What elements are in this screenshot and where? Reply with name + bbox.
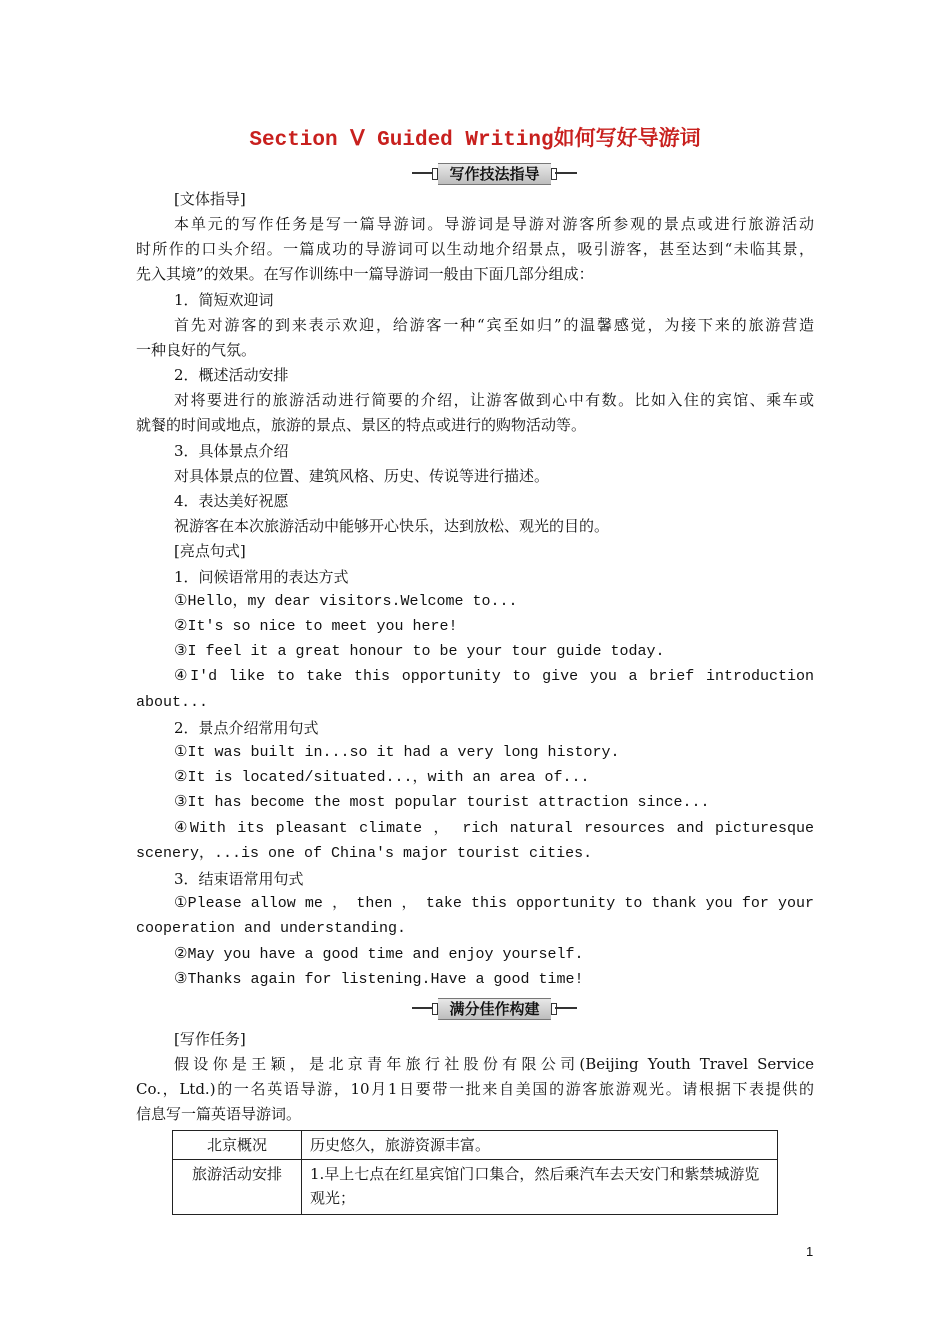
title-chinese: 如何写好导游词	[553, 126, 701, 150]
text-line: ④With its pleasant climate ， rich natural resources and picturesque	[174, 820, 814, 837]
text-line: 假设你是王颖，是北京青年旅行社股份有限公司(Beijing Youth Travel Service	[174, 1055, 814, 1073]
text-line: 祝游客在本次旅游活动中能够开心快乐，达到放松、观光的目的。	[174, 517, 610, 535]
text-line: 对将要进行的旅游活动进行简要的介绍，让游客做到心中有数。比如入住的宾馆、乘车或	[174, 391, 814, 409]
table-cell-value: 历史悠久，旅游资源丰富。	[302, 1131, 778, 1160]
text-line: 3．具体景点介绍	[174, 442, 289, 460]
text-line: 2．概述活动安排	[174, 366, 289, 384]
info-table	[172, 1130, 778, 1215]
text-line: ①Hello，my dear visitors.Welcome to...	[174, 593, 518, 610]
text-line: ③It has become the most popular tourist attraction since...	[174, 794, 710, 811]
table-cell-key: 北京概况	[173, 1131, 302, 1160]
section-banner-model-essay	[412, 998, 577, 1018]
text-line: 本单元的写作任务是写一篇导游词。导游词是导游对游客所参观的景点或进行旅游活动	[174, 215, 814, 233]
page-title	[0, 122, 950, 152]
text-line: 2．景点介绍常用句式	[174, 719, 319, 737]
text-line: ②It's so nice to meet you here!	[174, 618, 458, 635]
text-line: [写作任务]	[174, 1030, 246, 1048]
text-line: 就餐的时间或地点，旅游的景点、景区的特点或进行的购物活动等。	[136, 416, 587, 434]
table-cell-key: 旅游活动安排	[173, 1160, 302, 1215]
table-row	[173, 1131, 778, 1160]
text-line: 时所作的口头介绍。一篇成功的导游词可以生动地介绍景点，吸引游客，甚至达到“未临其景，	[136, 240, 814, 258]
text-line: [亮点句式]	[174, 542, 246, 560]
text-line: about...	[136, 694, 209, 711]
text-line: 对具体景点的位置、建筑风格、历史、传说等进行描述。	[174, 467, 550, 485]
text-line: ②It is located/situated...，with an area of...	[174, 769, 590, 786]
text-line: 1．问候语常用的表达方式	[174, 568, 349, 586]
table-cell-value: 1.早上七点在红星宾馆门口集合，然后乘汽车去天安门和紫禁城游览观光；	[302, 1160, 778, 1215]
text-line: scenery，...is one of China's major tourist cities.	[136, 845, 593, 862]
text-line: 首先对游客的到来表示欢迎，给游客一种“宾至如归”的温馨感觉，为接下来的旅游营造	[174, 316, 814, 334]
title-english: Section Ⅴ Guided Writing	[249, 129, 554, 152]
section-banner-writing-tips	[412, 163, 577, 183]
text-line: ①It was built in...so it had a very long history.	[174, 744, 620, 761]
text-line: ④I'd like to take this opportunity to give you a brief introduction	[174, 668, 814, 685]
page-number: 1	[806, 1244, 814, 1259]
text-line: ②May you have a good time and enjoy yourself.	[174, 946, 584, 963]
text-line: Co.，Ltd.)的一名英语导游，10月1日要带一批来自美国的游客旅游观光。请根据下表提供的	[136, 1080, 814, 1098]
text-line: ①Please allow me ， then ， take this opportunity to thank you for your	[174, 895, 814, 912]
text-line: 信息写一篇英语导游词。	[136, 1105, 302, 1123]
banner-label: 写作技法指导	[438, 163, 551, 185]
text-line: 1．简短欢迎词	[174, 291, 274, 309]
text-line: cooperation and understanding.	[136, 920, 407, 937]
table-row	[173, 1160, 778, 1215]
text-line: 先入其境”的效果。在写作训练中一篇导游词一般由下面几部分组成：	[136, 265, 594, 283]
text-line: [文体指导]	[174, 190, 246, 208]
text-line: ③Thanks again for listening.Have a good time!	[174, 971, 584, 988]
banner-label: 满分佳作构建	[438, 998, 551, 1020]
text-line: 3．结束语常用句式	[174, 870, 304, 888]
text-line: 一种良好的气氛。	[136, 341, 257, 359]
text-line: ③I feel it a great honour to be your tour guide today.	[174, 643, 665, 660]
text-line: 4．表达美好祝愿	[174, 492, 289, 510]
